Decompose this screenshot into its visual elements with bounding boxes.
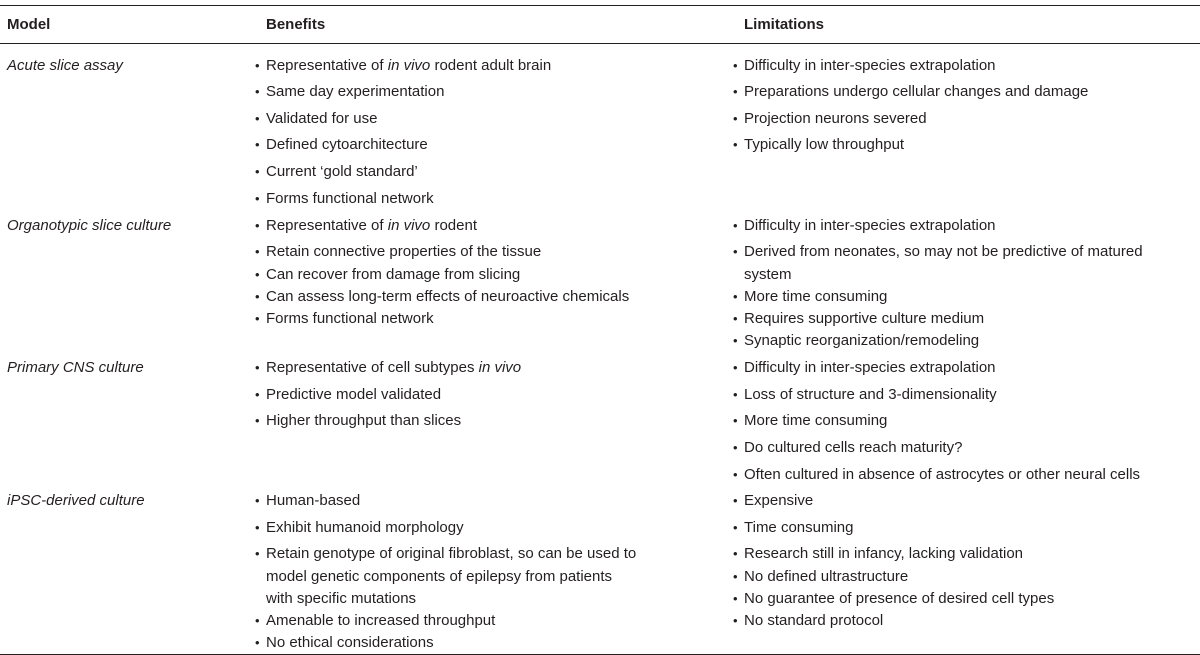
- header-model: Model: [7, 16, 51, 33]
- bullet-icon: •: [733, 58, 738, 73]
- list-item: • More time consuming: [733, 286, 887, 308]
- list-item-continuation: with specific mutations: [266, 590, 417, 607]
- bullet-icon: •: [255, 311, 260, 326]
- list-item: • Same day experimentation: [255, 81, 444, 103]
- list-item: • Representative of cell subtypes in vivo: [255, 357, 521, 379]
- list-item: • Defined cytoarchitecture: [255, 134, 428, 156]
- list-item: • No defined ultrastructure: [733, 566, 908, 588]
- bullet-icon: •: [733, 440, 738, 455]
- bullet-icon: •: [733, 360, 738, 375]
- bullet-icon: •: [255, 520, 260, 535]
- list-item: • Retain genotype of original fibroblast, so can be used to: [255, 543, 636, 565]
- list-item: • Preparations undergo cellular changes and damage: [733, 81, 1088, 103]
- list-item-continuation: system: [744, 266, 792, 283]
- bullet-icon: •: [255, 267, 260, 282]
- bullet-icon: •: [733, 613, 738, 628]
- bullet-icon: •: [733, 591, 738, 606]
- list-item: • Predictive model validated: [255, 384, 441, 406]
- model-organotypic: Organotypic slice culture: [7, 217, 172, 234]
- list-item: • More time consuming: [733, 410, 887, 432]
- bullet-icon: •: [255, 635, 260, 650]
- bullet-icon: •: [733, 413, 738, 428]
- bullet-icon: •: [733, 289, 738, 304]
- list-item: • Representative of in vivo rodent: [255, 215, 477, 237]
- bullet-icon: •: [733, 333, 738, 348]
- bullet-icon: •: [733, 218, 738, 233]
- list-item: • Expensive: [733, 490, 813, 512]
- model-primary-cns: Primary CNS culture: [7, 359, 144, 376]
- list-item: • Difficulty in inter-species extrapolation: [733, 215, 996, 237]
- list-item: • No standard protocol: [733, 610, 883, 632]
- list-item: • No guarantee of presence of desired cell types: [733, 588, 1054, 610]
- header-benefits: Benefits: [266, 16, 326, 33]
- bullet-icon: •: [255, 289, 260, 304]
- list-item: • Retain connective properties of the tissue: [255, 241, 541, 263]
- bullet-icon: •: [255, 493, 260, 508]
- bullet-icon: •: [255, 137, 260, 152]
- list-item: • Synaptic reorganization/remodeling: [733, 330, 979, 352]
- list-item: • Forms functional network: [255, 188, 434, 210]
- list-item: • Can assess long-term effects of neuroactive chemicals: [255, 286, 629, 308]
- list-item-continuation: model genetic components of epilepsy from patients: [266, 568, 613, 585]
- list-item: • Time consuming: [733, 517, 853, 539]
- header-limitations: Limitations: [744, 16, 825, 33]
- bullet-icon: •: [255, 84, 260, 99]
- model-acute-slice: Acute slice assay: [7, 57, 123, 74]
- bullet-icon: •: [255, 191, 260, 206]
- bullet-icon: •: [733, 520, 738, 535]
- bullet-icon: •: [733, 569, 738, 584]
- bullet-icon: •: [255, 360, 260, 375]
- list-item: • Difficulty in inter-species extrapolation: [733, 357, 996, 379]
- list-item: • Projection neurons severed: [733, 108, 927, 130]
- bullet-icon: •: [733, 546, 738, 561]
- bullet-icon: •: [255, 613, 260, 628]
- bullet-icon: •: [255, 387, 260, 402]
- list-item: • Do cultured cells reach maturity?: [733, 437, 962, 459]
- bullet-icon: •: [255, 546, 260, 561]
- bullet-icon: •: [733, 137, 738, 152]
- list-item: • Representative of in vivo rodent adult brain: [255, 55, 551, 77]
- list-item: • Derived from neonates, so may not be predictive of matured: [733, 241, 1143, 263]
- list-item: • Amenable to increased throughput: [255, 610, 495, 632]
- bullet-icon: •: [255, 244, 260, 259]
- list-item: • Human-based: [255, 490, 360, 512]
- model-ipsc: iPSC-derived culture: [7, 492, 145, 509]
- list-item: • No ethical considerations: [255, 632, 434, 654]
- list-item: • Requires supportive culture medium: [733, 308, 984, 330]
- table-top-rule: [0, 5, 1200, 6]
- list-item: • Loss of structure and 3-dimensionality: [733, 384, 997, 406]
- bullet-icon: •: [255, 218, 260, 233]
- list-item: • Current ‘gold standard’: [255, 161, 418, 183]
- list-item: • Exhibit humanoid morphology: [255, 517, 464, 539]
- bullet-icon: •: [733, 111, 738, 126]
- bullet-icon: •: [733, 244, 738, 259]
- bullet-icon: •: [733, 493, 738, 508]
- bullet-icon: •: [255, 413, 260, 428]
- bullet-icon: •: [255, 164, 260, 179]
- bullet-icon: •: [255, 111, 260, 126]
- list-item: • Forms functional network: [255, 308, 434, 330]
- list-item: • Often cultured in absence of astrocytes or other neural cells: [733, 464, 1140, 486]
- list-item: • Difficulty in inter-species extrapolation: [733, 55, 996, 77]
- bullet-icon: •: [255, 58, 260, 73]
- list-item: • Can recover from damage from slicing: [255, 264, 520, 286]
- list-item: • Typically low throughput: [733, 134, 904, 156]
- list-item: • Research still in infancy, lacking validation: [733, 543, 1023, 565]
- bullet-icon: •: [733, 311, 738, 326]
- list-item: • Higher throughput than slices: [255, 410, 461, 432]
- bullet-icon: •: [733, 467, 738, 482]
- header-rule: [0, 43, 1200, 44]
- bullet-icon: •: [733, 84, 738, 99]
- list-item: • Validated for use: [255, 108, 377, 130]
- bullet-icon: •: [733, 387, 738, 402]
